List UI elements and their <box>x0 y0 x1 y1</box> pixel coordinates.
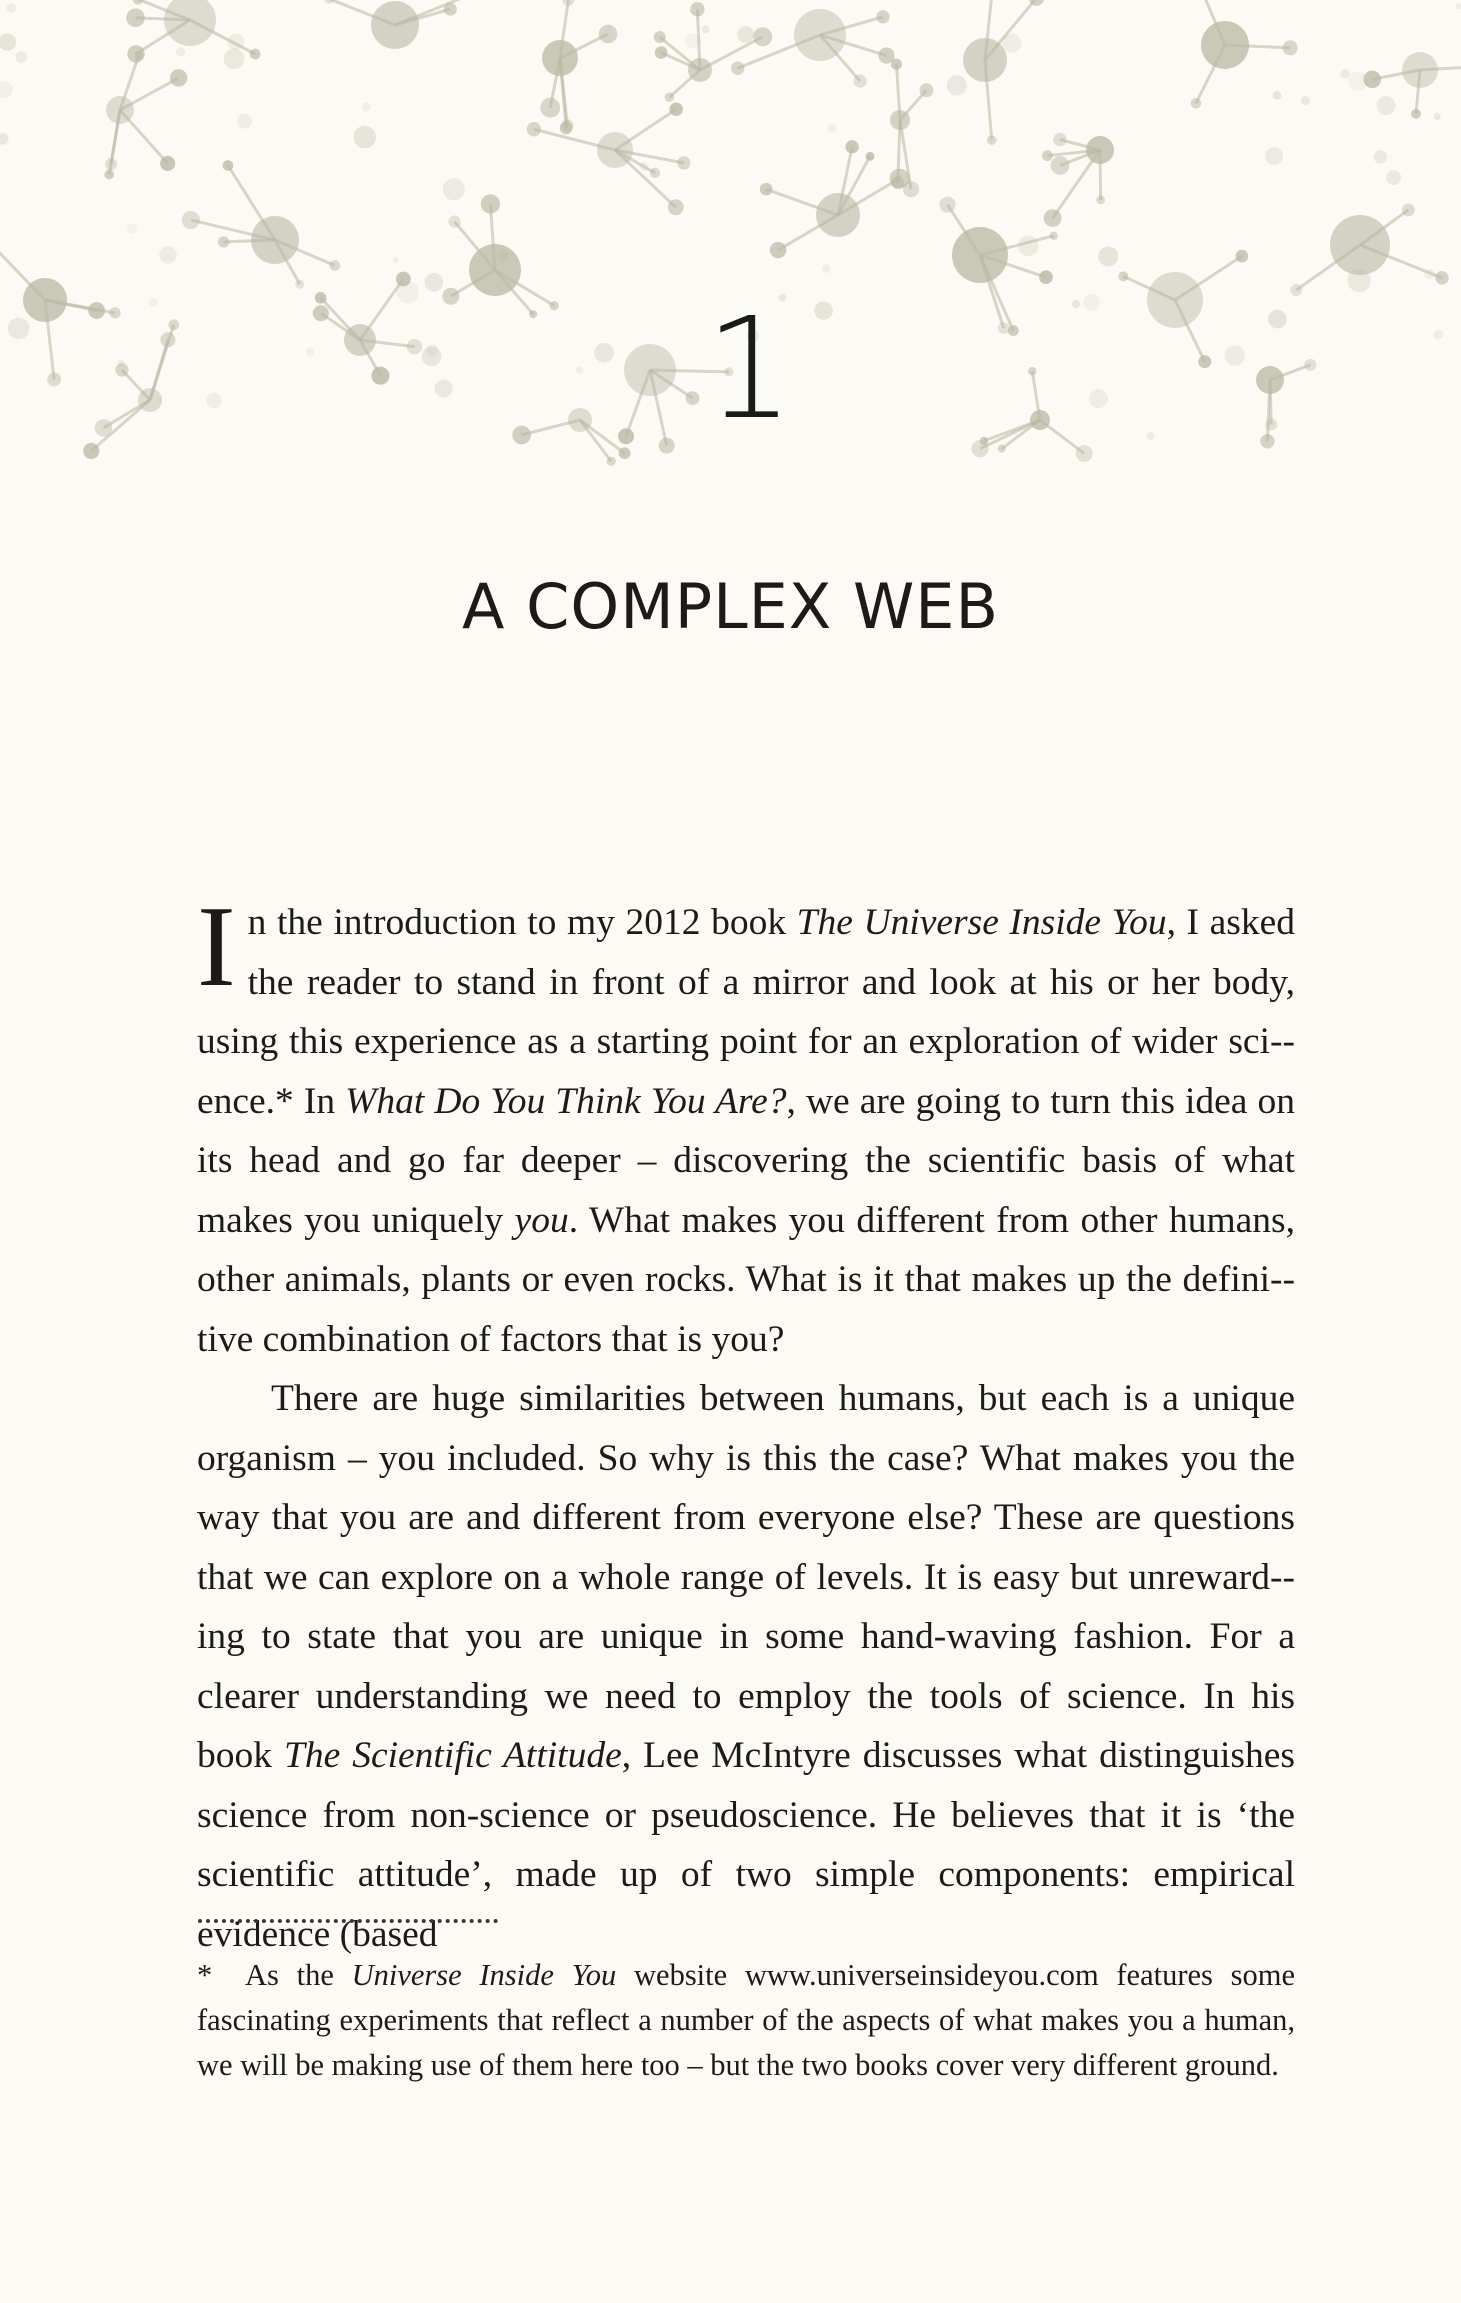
p1-text-1: n the introduction to my 2012 book <box>247 902 797 943</box>
book-title-universe-inside-you: The Universe Inside You <box>796 902 1167 943</box>
molecule-dot <box>159 246 177 264</box>
molecule-dot <box>594 343 614 363</box>
molecule-dot <box>7 3 16 12</box>
molecule-dot <box>822 265 830 273</box>
molecule-dot <box>0 33 16 50</box>
p1-text-4: . What makes you different from other humans, other animals, plants or even rocks. What is it that makes up the defini-tive combination of factors that is you? <box>197 1199 1295 1360</box>
molecule-dot <box>15 51 27 63</box>
footnote-text-1: As the <box>245 1958 352 1992</box>
molecule-dot <box>1268 310 1287 329</box>
molecule-node <box>971 367 1092 462</box>
molecule-dot <box>1348 71 1368 91</box>
body-text <box>197 883 1296 1964</box>
molecule-dot <box>224 48 245 69</box>
footnote-marker: * <box>197 1958 213 1992</box>
molecule-dot <box>443 178 465 200</box>
molecule-dot <box>8 318 30 340</box>
molecule-dot <box>737 26 754 43</box>
p2-text-1: There are huge similarities between humans, but each is a unique organism – you included. So why is this the case? What makes you the way that you are and different from everyone else? These are questions that we can explore on a whole range of levels. It is easy but unreward-ing to state that you are unique in some hand-waving fashion. For a clearer understanding we need to employ the tools of science. In his book <box>197 1378 1295 1776</box>
molecule-dot <box>237 114 252 129</box>
book-title-what-do-you-think: What Do You Think You Are? <box>345 1080 787 1122</box>
book-title-scientific-attitude: The Scientific Attitude <box>283 1735 622 1776</box>
molecule-node <box>83 319 179 459</box>
molecule-dot <box>118 360 125 367</box>
molecule-dot <box>947 75 967 95</box>
molecule-dot <box>1018 236 1039 257</box>
p1-text-3: , we are going to turn this idea on its head and go far deeper – discovering the scientific basis of what makes you uniquely <box>197 1080 1296 1241</box>
molecule-node <box>1256 359 1316 449</box>
molecule-dot <box>1098 246 1118 266</box>
molecule-dot <box>306 348 314 356</box>
molecule-dot <box>425 273 444 292</box>
molecule-dot <box>396 281 419 304</box>
molecule-dot <box>1340 69 1349 78</box>
molecule-node <box>104 51 187 179</box>
molecule-dot <box>1146 432 1154 440</box>
molecule-node <box>1042 133 1114 227</box>
molecule-dot <box>814 301 832 319</box>
molecule-node <box>890 59 933 198</box>
molecule-dot <box>1273 91 1282 100</box>
footnote-divider <box>198 1919 498 1927</box>
molecule-dot <box>1386 170 1401 185</box>
p1-text-2: , I asked the reader to stand in front of a mirror and look at his or her body, using this experience as a starting point for an exploration of wider sci-ence.* In <box>197 902 1295 1122</box>
molecule-dot <box>206 393 222 409</box>
molecule-dot <box>1456 3 1461 9</box>
molecule-node <box>527 102 691 215</box>
footnote-text-2: website www.universeinsideyou.com features some fascinating experiments that reflect a number of the aspects of what makes you a human, we will be making use of them here too – but the two books cover very different ground. <box>197 1958 1295 2082</box>
molecule-dot <box>1002 34 1021 53</box>
molecule-dot <box>1434 113 1441 120</box>
paragraph-1 <box>197 883 1296 1369</box>
molecule-dot <box>701 25 709 33</box>
molecule-dot <box>1347 269 1370 292</box>
molecule-dot <box>1083 294 1100 311</box>
molecule-dot <box>575 366 583 374</box>
molecule-node <box>540 0 617 134</box>
molecule-dot <box>435 380 453 398</box>
molecule-dot <box>1377 96 1396 115</box>
molecule-dot <box>640 162 649 171</box>
molecule-dot <box>828 124 837 133</box>
molecule-dot <box>393 257 399 263</box>
footnote-book-title: Universe Inside You <box>351 1958 617 1992</box>
molecule-dot <box>685 33 700 48</box>
molecule-dot <box>422 347 442 367</box>
molecule-dot <box>1072 300 1080 308</box>
molecule-dot <box>1301 96 1310 105</box>
drop-cap: I <box>197 883 236 1011</box>
molecule-dot <box>497 249 509 261</box>
molecule-dot <box>1433 330 1443 340</box>
molecule-node <box>512 408 630 466</box>
molecule-dot <box>1265 147 1283 165</box>
molecule-dot <box>228 33 245 50</box>
molecule-node <box>939 197 1057 336</box>
molecule-node <box>963 0 1044 145</box>
molecule-dot <box>362 102 371 111</box>
molecule-dot <box>176 47 185 56</box>
molecule-dot <box>0 81 13 98</box>
molecule-dot <box>127 223 137 233</box>
molecule-node <box>1187 0 1297 109</box>
molecule-dot <box>353 126 376 149</box>
molecule-dot <box>1225 345 1245 365</box>
footnote <box>197 1953 1295 2088</box>
paragraph-2 <box>197 1369 1295 1964</box>
molecule-node <box>760 140 910 258</box>
molecule-dot <box>1089 389 1108 408</box>
molecule-dot <box>1374 150 1387 163</box>
molecule-dot <box>148 298 157 307</box>
molecule-node <box>0 228 121 387</box>
molecule-node <box>654 2 772 102</box>
molecule-node <box>182 160 340 289</box>
emphasis-you: you <box>514 1199 569 1241</box>
molecule-node <box>324 0 486 49</box>
chapter-title: A COMPLEX WEB <box>461 570 999 643</box>
molecule-dot <box>1424 269 1434 279</box>
p2-text-2: , Lee McIntyre discusses what distinguishes science from non-science or pseudoscience. He believes that it is ‘the scientific attitude’, made up of two simple components: empirical evidence (based <box>197 1735 1295 1955</box>
molecule-dot <box>0 133 9 145</box>
chapter-number: 1 <box>705 288 795 451</box>
molecule-node <box>731 9 895 88</box>
